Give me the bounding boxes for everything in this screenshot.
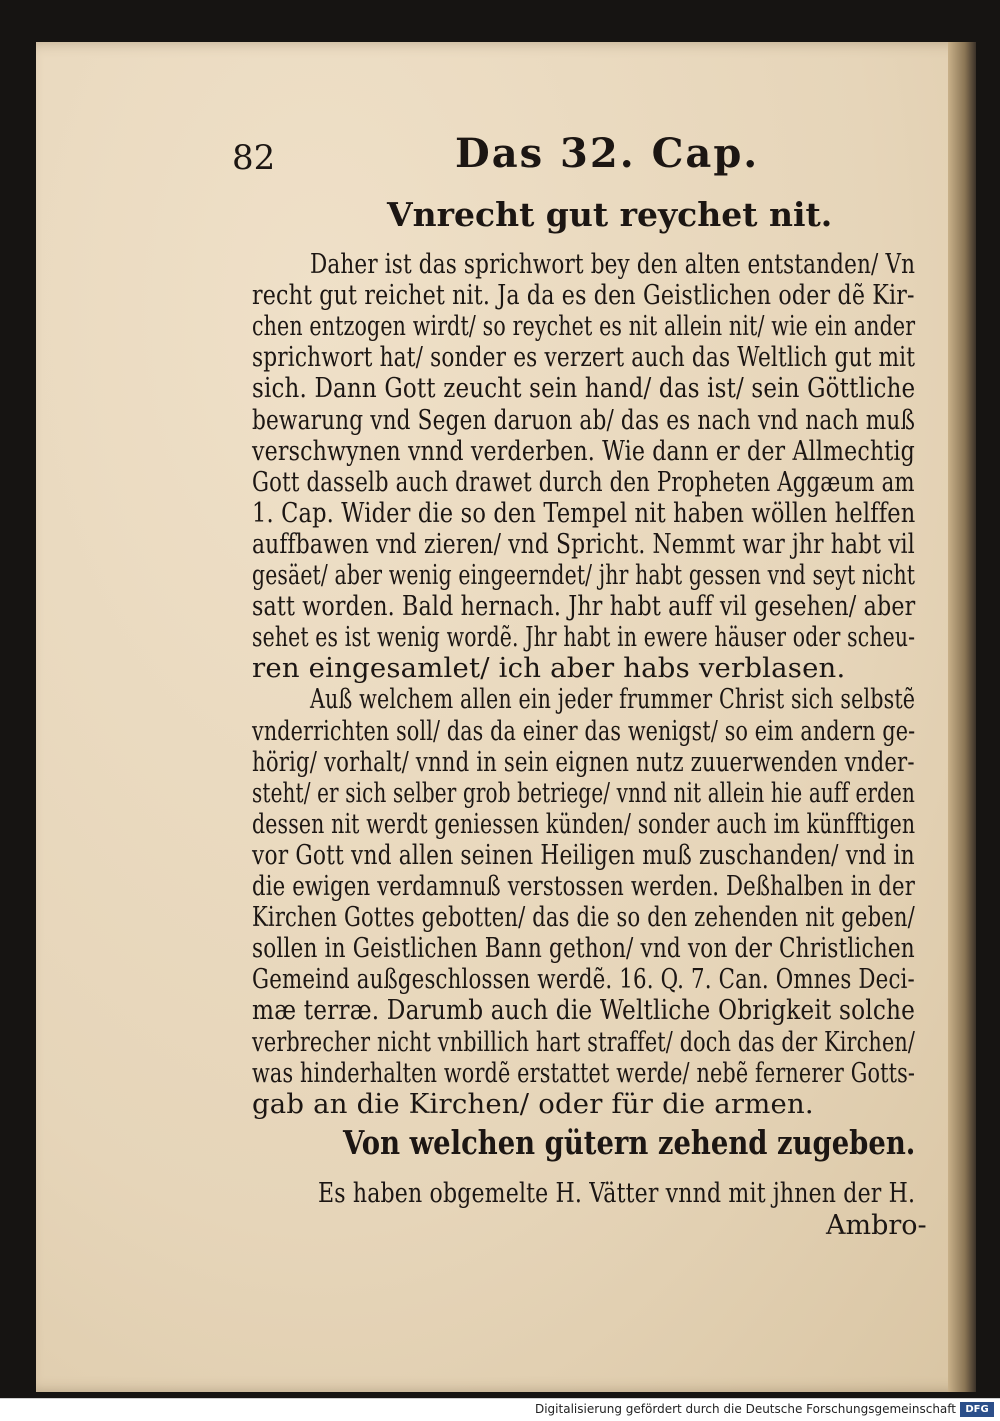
text-line: hörig/ vorhalt/ vnnd in sein eignen nutz zuuerwenden vnder-	[252, 746, 915, 778]
text-line: Daher ist das sprichwort bey den alten entstanden/ Vn	[310, 248, 916, 280]
text-line: mæ terræ. Darumb auch die Weltliche Obrigkeit solche	[252, 994, 916, 1026]
text-line: Kirchen Gottes gebotten/ das die so den zehenden nit geben/	[252, 901, 915, 933]
text-line: verschwynen vnnd verderben. Wie dann er der Allmechtig	[252, 435, 915, 467]
text-line: was hinderhalten wordẽ erstattet werde/ nebẽ fernerer Gotts-	[252, 1057, 916, 1089]
text-line: gesäet/ aber wenig eingeerndet/ jhr habt gessen vnd seyt nicht	[252, 559, 916, 591]
text-line: sprichwort hat/ sonder es verzert auch das Weltlich gut mit	[252, 341, 916, 373]
text-line: die ewigen verdamnuß verstossen werden. Deßhalben in der	[252, 870, 915, 902]
running-head: Das 32. Cap.	[455, 130, 760, 177]
section-heading-2: Von welchen gütern zehend zugeben.	[343, 1123, 916, 1162]
text-line: recht gut reichet nit. Ja da es den Geistlichen oder dẽ Kir-	[252, 279, 915, 311]
text-line: Gemeind außgeschlossen werdẽ. 16. Q. 7. Can. Omnes Deci-	[252, 963, 915, 995]
text-line: 1. Cap. Wider die so den Tempel nit haben wöllen helffen	[252, 497, 916, 529]
text-line: bewarung vnd Segen daruon ab/ das es nach vnd nach muß	[252, 404, 916, 436]
page-number: 82	[232, 138, 276, 178]
catchword: Ambro-	[826, 1210, 927, 1241]
section-heading: Vnrecht gut reychet nit.	[387, 195, 833, 234]
footer-credit: Digitalisierung gefördert durch die Deutsche Forschungsgemeinschaft	[534, 1402, 956, 1416]
text-line: vor Gott vnd allen seinen Heiligen muß zuschanden/ vnd in	[252, 839, 915, 871]
footer-bar	[0, 1398, 1000, 1421]
text-line: gab an die Kirchen/ oder für die armen.	[252, 1088, 814, 1120]
text-line: ren eingesamlet/ ich aber habs verblasen.	[252, 652, 846, 684]
text-line: sich. Dann Gott zeucht sein hand/ das ist/ sein Göttliche	[252, 372, 916, 404]
page-gutter	[948, 42, 976, 1392]
text-line: Gott dasselb auch drawet durch den Propheten Aggæum am	[252, 466, 915, 498]
dfg-logo: DFG	[960, 1402, 994, 1417]
text-line: sehet es ist wenig wordẽ. Jhr habt in ewere häuser oder scheu-	[252, 621, 916, 653]
text-line: vnderrichten soll/ das da einer das wenigst/ so eim andern ge-	[252, 715, 916, 747]
text-line: chen entzogen wirdt/ so reychet es nit allein nit/ wie ein ander	[252, 310, 916, 342]
text-line: auffbawen vnd zieren/ vnd Spricht. Nemmt war jhr habt vil	[252, 528, 915, 560]
text-line: verbrecher nicht vnbillich hart straffet/ doch das der Kirchen/	[252, 1026, 916, 1058]
last-line: Es haben obgemelte H. Vätter vnnd mit jhnen der H.	[318, 1177, 916, 1209]
text-line: sollen in Geistlichen Bann gethon/ vnd von der Christlichen	[252, 932, 915, 964]
text-line: steht/ er sich selber grob betriege/ vnnd nit allein hie auff erden	[252, 777, 916, 809]
text-line: Auß welchem allen ein jeder frummer Christ sich selbstẽ	[310, 683, 916, 715]
text-line: dessen nit werdt geniessen künden/ sonder auch im künfftigen	[252, 808, 916, 840]
text-line: satt worden. Bald hernach. Jhr habt auff vil gesehen/ aber	[252, 590, 916, 622]
